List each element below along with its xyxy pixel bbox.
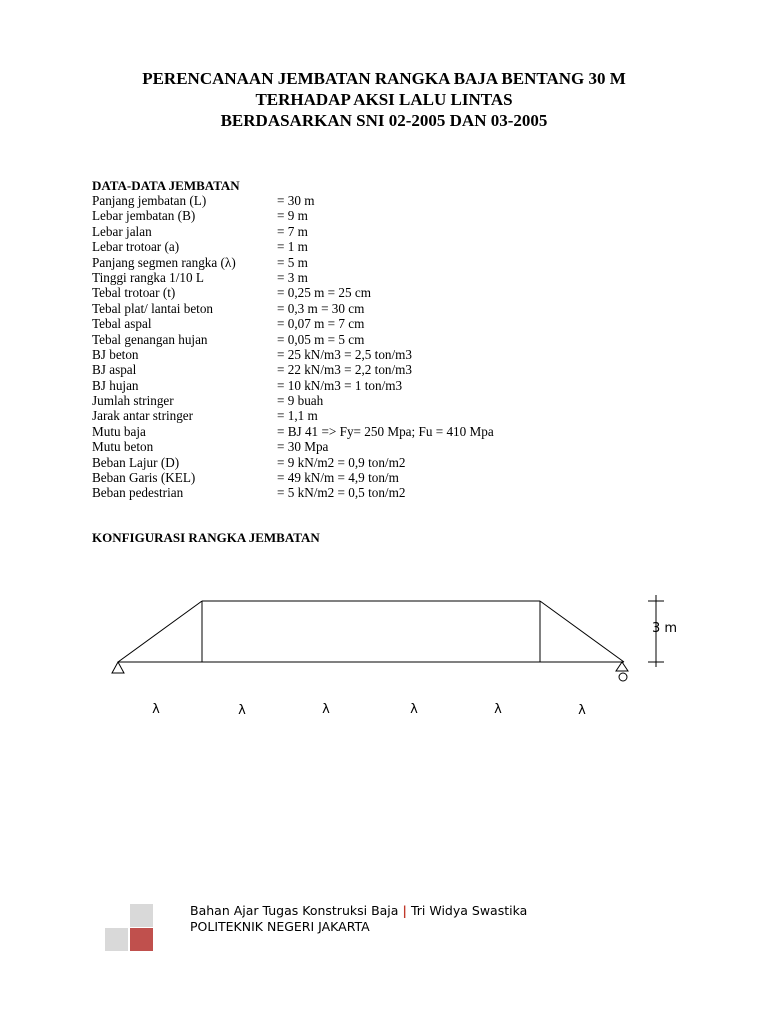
- truss-diagram: [0, 585, 768, 725]
- height-label: 3 m: [652, 621, 678, 636]
- data-value: = 30 Mpa: [277, 439, 329, 455]
- truss-left-diagonal: [118, 601, 202, 662]
- logo-square-accent: [130, 928, 153, 951]
- data-value: = 9 buah: [277, 393, 324, 409]
- data-label: Tebal plat/ lantai beton: [92, 300, 214, 316]
- footer-line-1: [190, 903, 527, 919]
- pin-support-icon: [112, 662, 124, 673]
- data-label: Tebal aspal: [92, 316, 152, 332]
- data-label: Tebal genangan hujan: [92, 331, 208, 347]
- footer-text: [190, 903, 527, 935]
- data-label: Beban pedestrian: [92, 485, 184, 501]
- data-label: BJ hujan: [92, 377, 139, 393]
- config-section-heading: KONFIGURASI RANGKA JEMBATAN: [92, 530, 320, 545]
- data-label: Panjang segmen rangka (λ): [92, 254, 236, 270]
- title-line-1: PERENCANAAN JEMBATAN RANGKA BAJA BENTANG 30 M: [142, 69, 626, 88]
- data-label: BJ beton: [92, 346, 139, 362]
- data-label: Mutu beton: [92, 439, 154, 455]
- data-value: = 9 m: [277, 208, 308, 224]
- document-title: [0, 68, 768, 131]
- logo-square-light: [130, 904, 153, 927]
- truss-right-diagonal: [540, 601, 624, 662]
- data-value: = 10 kN/m3 = 1 ton/m3: [277, 377, 403, 393]
- segment-label: λ: [238, 703, 246, 718]
- footer-author: Tri Widya Swastika: [410, 903, 528, 918]
- data-value: = 49 kN/m = 4,9 ton/m: [277, 470, 399, 486]
- data-label: Tinggi rangka 1/10 L: [92, 269, 204, 285]
- data-value: = 9 kN/m2 = 0,9 ton/m2: [277, 454, 406, 470]
- data-value: = 30 m: [277, 193, 315, 208]
- data-value: = 0,07 m = 7 cm: [277, 316, 365, 332]
- roller-wheel-icon: [619, 673, 627, 681]
- data-label: Jumlah stringer: [92, 393, 174, 409]
- data-label: Mutu baja: [92, 423, 146, 439]
- data-value: = 5 m: [277, 254, 308, 270]
- data-value: = 5 kN/m2 = 0,5 ton/m2: [277, 485, 406, 501]
- roller-support-icon: [616, 662, 628, 671]
- data-value: = 0,25 m = 25 cm: [277, 285, 371, 301]
- data-value: = 0,3 m = 30 cm: [277, 300, 365, 316]
- logo-square-light: [105, 928, 128, 951]
- segment-label: λ: [578, 703, 586, 718]
- data-value: = 0,05 m = 5 cm: [277, 331, 365, 347]
- data-value: = 22 kN/m3 = 2,2 ton/m3: [277, 362, 413, 378]
- data-label: Lebar jalan: [92, 223, 152, 239]
- data-value: = 1,1 m: [277, 408, 318, 424]
- data-label: Jarak antar stringer: [92, 408, 194, 424]
- title-line-3: BERDASARKAN SNI 02-2005 DAN 03-2005: [220, 111, 548, 130]
- segment-label: λ: [410, 702, 418, 717]
- data-value: = 3 m: [277, 269, 308, 285]
- data-label: Lebar trotoar (a): [92, 239, 180, 255]
- data-value: = 1 m: [277, 239, 308, 255]
- data-value: = 7 m: [277, 223, 308, 239]
- data-label: Tebal trotoar (t): [92, 285, 176, 301]
- data-value: = BJ 41 => Fy= 250 Mpa; Fu = 410 Mpa: [277, 423, 494, 439]
- data-label: Lebar jembatan (B): [92, 208, 196, 224]
- segment-label: λ: [494, 702, 502, 717]
- segment-label: λ: [152, 702, 160, 717]
- title-line-2: TERHADAP AKSI LALU LINTAS: [255, 90, 513, 109]
- footer-institution: POLITEKNIK NEGERI JAKARTA: [190, 919, 370, 934]
- data-value: = 25 kN/m3 = 2,5 ton/m3: [277, 346, 413, 362]
- data-section-heading: DATA-DATA JEMBATAN: [92, 178, 240, 193]
- footer-separator: |: [402, 903, 407, 918]
- segment-label: λ: [322, 702, 330, 717]
- data-label: Beban Lajur (D): [92, 454, 180, 470]
- data-label: Beban Garis (KEL): [92, 470, 196, 486]
- data-label: Panjang jembatan (L): [92, 193, 207, 208]
- footer-course: Bahan Ajar Tugas Konstruksi Baja: [190, 903, 399, 918]
- data-label: BJ aspal: [92, 362, 137, 378]
